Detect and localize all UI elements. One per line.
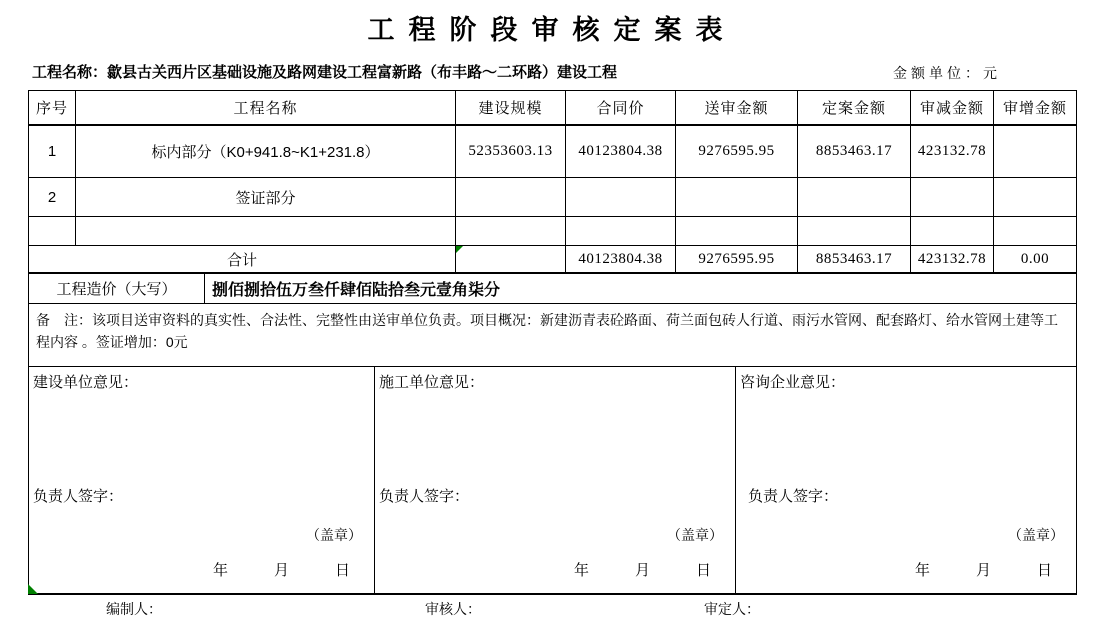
total-contract: 40123804.38 (566, 246, 676, 274)
total-label: 合计 (29, 246, 456, 274)
cost-in-words-label: 工程造价（大写） (29, 274, 205, 303)
footer-signers (0, 595, 1104, 619)
cell-reduced: 423132.78 (911, 125, 994, 178)
cell-finalized (798, 178, 911, 217)
cell-scale (456, 178, 566, 217)
day-label: 日 (695, 562, 711, 579)
cell-contract: 40123804.38 (566, 125, 676, 178)
total-submitted: 9276595.95 (676, 246, 798, 274)
total-finalized: 8853463.17 (798, 246, 911, 274)
seal-label: （盖章） (306, 527, 362, 543)
opinion-title: 施工单位意见： (379, 374, 485, 391)
cell-increased (994, 125, 1077, 178)
cell-project-name: 标内部分（K0+941.8~K1+231.8） (76, 125, 456, 178)
project-name-label: 工程名称：歙县古关西片区基础设施及路网建设工程富新路（布丰路～二环路）建设工程 (32, 64, 618, 81)
table-header-row (29, 91, 1077, 126)
cell-project-name: 签证部分 (76, 178, 456, 217)
col-header-reduced-amount: 审减金额 (911, 91, 994, 126)
day-label: 日 (1036, 562, 1052, 579)
date-line (915, 559, 1052, 580)
cell-seq (29, 217, 76, 246)
year-label: 年 (914, 562, 930, 579)
opinion-box-contractor-unit (375, 367, 736, 593)
audit-table (28, 90, 1077, 595)
cell-submitted: 9276595.95 (676, 125, 798, 178)
cost-in-words-value: 捌佰捌拾伍万叁仟肆佰陆拾叁元壹角柒分 (212, 282, 501, 299)
amount-unit-label: 金额单位：元 (893, 65, 1001, 81)
cell-finalized (798, 217, 911, 246)
opinion-title: 建设单位意见： (33, 374, 139, 391)
cell-contract (566, 178, 676, 217)
cell-increased (994, 217, 1077, 246)
table-row (29, 125, 1077, 178)
opinions-row (29, 367, 1077, 595)
preparer-label: 编制人： (106, 601, 162, 617)
corner-indicator-icon (28, 584, 38, 594)
cell-contract (566, 217, 676, 246)
total-increased: 0.00 (994, 246, 1077, 274)
col-header-contract-price: 合同价 (566, 91, 676, 126)
table-row (29, 178, 1077, 217)
opinion-title: 咨询企业意见： (740, 374, 846, 391)
page-title: 工程阶段审核定案表 (367, 15, 737, 45)
year-label: 年 (573, 562, 589, 579)
total-reduced: 423132.78 (911, 246, 994, 274)
cell-seq: 2 (29, 178, 76, 217)
year-label: 年 (212, 562, 228, 579)
cell-finalized: 8853463.17 (798, 125, 911, 178)
cell-increased (994, 178, 1077, 217)
month-label: 月 (634, 562, 650, 579)
day-label: 日 (334, 562, 350, 579)
col-header-finalized-amount: 定案金额 (798, 91, 911, 126)
remark-row (29, 304, 1077, 367)
signature-label: 负责人签字： (748, 488, 839, 505)
cell-scale: 52353603.13 (456, 125, 566, 178)
signature-label: 负责人签字： (379, 488, 470, 505)
table-row (29, 217, 1077, 246)
col-header-submitted-amount: 送审金额 (676, 91, 798, 126)
cell-submitted (676, 217, 798, 246)
cell-seq: 1 (29, 125, 76, 178)
date-line (213, 559, 350, 580)
cost-in-words-row (29, 273, 1077, 304)
col-header-scale: 建设规模 (456, 91, 566, 126)
month-label: 月 (975, 562, 991, 579)
col-header-project: 工程名称 (76, 91, 456, 126)
cell-reduced (911, 217, 994, 246)
cell-submitted (676, 178, 798, 217)
reviewer-label: 审核人： (425, 601, 481, 617)
total-row (29, 246, 1077, 274)
error-indicator-icon (456, 246, 463, 253)
cell-reduced (911, 178, 994, 217)
month-label: 月 (273, 562, 289, 579)
opinion-box-consulting-firm (736, 367, 1076, 593)
col-header-increased-amount: 审增金额 (994, 91, 1077, 126)
cell-scale (456, 217, 566, 246)
cell-project-name (76, 217, 456, 246)
date-line (574, 559, 711, 580)
col-header-seq: 序号 (29, 91, 76, 126)
approver-label: 审定人： (704, 601, 760, 617)
opinion-box-construction-unit (29, 367, 375, 593)
total-scale-cell (456, 246, 566, 274)
signature-label: 负责人签字： (33, 488, 124, 505)
seal-label: （盖章） (1008, 527, 1064, 543)
remark-text: 备 注：该项目送审资料的真实性、合法性、完整性由送审单位负责。项目概况：新建沥青表砼路面、荷兰面包砖人行道、雨污水管网、配套路灯、给水管网土建等工程内容 。签证增加：0元 (29, 304, 1077, 367)
seal-label: （盖章） (667, 527, 723, 543)
